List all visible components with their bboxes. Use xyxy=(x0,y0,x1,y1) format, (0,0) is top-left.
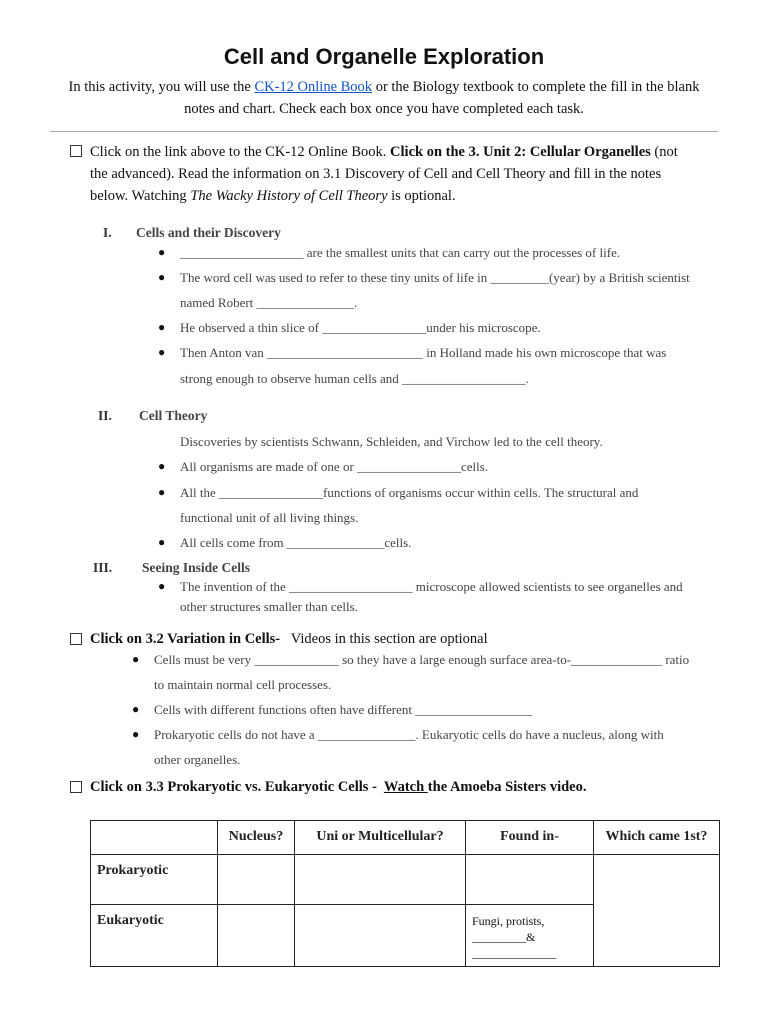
task3-text xyxy=(90,776,586,798)
task3-text-b: the Amoeba Sisters video. xyxy=(427,779,587,795)
task1-line3b: is optional. xyxy=(387,188,456,204)
bullet: ● xyxy=(132,727,140,741)
row-label-prokaryotic: Prokaryotic xyxy=(91,855,218,905)
task1-line2: the advanced). Read the information on 3.1 Discovery of Cell and Cell Theory and fill in the notes xyxy=(90,166,662,182)
intro-paragraph xyxy=(50,76,718,120)
bullet: ● xyxy=(158,320,166,334)
found-in-line-3: ______________ xyxy=(472,946,556,960)
header-cell-uni-multi: Uni or Multicellular? xyxy=(295,821,466,855)
section1-item-3: He observed a thin slice of ________________under his microscope. xyxy=(180,320,541,335)
intro-text-2: or the Biology textbook to complete the fill in the blank xyxy=(372,79,700,95)
divider xyxy=(50,131,718,132)
header-cell-nucleus: Nucleus? xyxy=(218,821,295,855)
ck12-online-book-link[interactable]: CK-12 Online Book xyxy=(254,79,373,95)
section1-numeral: I. xyxy=(103,225,112,240)
task2-item-1: Cells must be very _____________ so they have a large enough surface area-to-______________ ratio xyxy=(154,652,690,667)
bullet: ● xyxy=(132,702,140,716)
section1-heading: Cells and their Discovery xyxy=(136,225,281,240)
task2-rest: Videos in this section are optional xyxy=(280,631,488,647)
section1-item-2-cont: named Robert _______________. xyxy=(180,295,358,310)
task2-item-3: Prokaryotic cells do not have a _______________. Eukaryotic cells do have a nucleus, along with xyxy=(154,727,664,742)
task2-item-3-cont: other organelles. xyxy=(154,752,241,767)
bullet: ● xyxy=(158,485,166,499)
bullet: ● xyxy=(158,579,166,593)
section2-item-3: All cells come from _______________cells. xyxy=(180,535,412,550)
row-label-eukaryotic: Eukaryotic xyxy=(91,905,218,967)
task2-item-2: Cells with different functions often have different __________________ xyxy=(154,702,533,717)
task1-line3a: below. Watching xyxy=(90,188,191,204)
which-came-first-cell[interactable] xyxy=(594,855,720,967)
section3-item-1-cont: other structures smaller than cells. xyxy=(180,599,358,614)
intro-text-1: In this activity, you will use the xyxy=(68,79,255,95)
task1-line1b: (not xyxy=(650,144,678,160)
task1-checkbox[interactable] xyxy=(70,145,82,157)
task3-text-a: Click on 3.3 Prokaryotic vs. Eukaryotic Cells - xyxy=(90,779,384,795)
bullet: ● xyxy=(158,270,166,284)
section3-item-1: The invention of the ___________________ microscope allowed scientists to see organelles and xyxy=(180,579,683,594)
task2-checkbox[interactable] xyxy=(70,633,82,645)
eukaryotic-found-in-cell[interactable] xyxy=(466,905,594,967)
task1-text xyxy=(90,141,730,207)
section3-heading: Seeing Inside Cells xyxy=(142,560,251,575)
watch-link[interactable]: Watch xyxy=(383,779,428,795)
bullet: ● xyxy=(158,245,166,259)
eukaryotic-nucleus-cell[interactable] xyxy=(218,905,295,967)
task1-line1-bold: Click on the 3. Unit 2: Cellular Organelles xyxy=(390,144,651,160)
header-cell-found-in: Found in- xyxy=(466,821,594,855)
task2-item-1-cont: to maintain normal cell processes. xyxy=(154,677,332,692)
section2-numeral: II. xyxy=(98,408,112,423)
section1-item-1: ___________________ are the smallest units that can carry out the processes of life. xyxy=(180,245,621,260)
page-title: Cell and Organelle Exploration xyxy=(223,44,545,69)
section2-item-2: All the ________________functions of organisms occur within cells. The structural and xyxy=(180,485,639,500)
header-cell-empty xyxy=(91,821,218,855)
intro-text-3: notes and chart. Check each box once you have completed each task. xyxy=(184,101,584,117)
table-row xyxy=(91,855,720,905)
bullet: ● xyxy=(132,652,140,666)
header-cell-which-first: Which came 1st? xyxy=(594,821,720,855)
section3-numeral: III. xyxy=(93,560,113,575)
task3-checkbox[interactable] xyxy=(70,781,82,793)
section2-item-2-cont: functional unit of all living things. xyxy=(180,510,359,525)
section1-item-2: The word cell was used to refer to these tiny units of life in _________(year) by a British scientist xyxy=(180,270,690,285)
task1-line1a: Click on the link above to the CK-12 Online Book. xyxy=(90,144,391,160)
prokaryotic-cellularity-cell[interactable] xyxy=(295,855,466,905)
section2-intro: Discoveries by scientists Schwann, Schleiden, and Virchow led to the cell theory. xyxy=(180,434,603,449)
bullet: ● xyxy=(158,535,166,549)
bullet: ● xyxy=(158,345,166,359)
bullet: ● xyxy=(158,459,166,473)
task1-line3-italic: The Wacky History of Cell Theory xyxy=(190,188,388,204)
section2-heading: Cell Theory xyxy=(139,408,208,423)
section1-item-4: Then Anton van ________________________ in Holland made his own microscope that was xyxy=(180,345,667,360)
found-in-line-1: Fungi, protists, xyxy=(472,914,545,928)
prokaryotic-found-in-cell[interactable] xyxy=(466,855,594,905)
comparison-table xyxy=(90,820,720,967)
prokaryotic-nucleus-cell[interactable] xyxy=(218,855,295,905)
section2-item-1: All organisms are made of one or ________________cells. xyxy=(180,459,489,474)
eukaryotic-cellularity-cell[interactable] xyxy=(295,905,466,967)
found-in-line-2: _________& xyxy=(472,930,536,944)
task2-bold: Click on 3.2 Variation in Cells- xyxy=(90,631,281,647)
table-header-row xyxy=(91,821,720,855)
section1-item-4-cont: strong enough to observe human cells and ___________________. xyxy=(180,371,529,386)
